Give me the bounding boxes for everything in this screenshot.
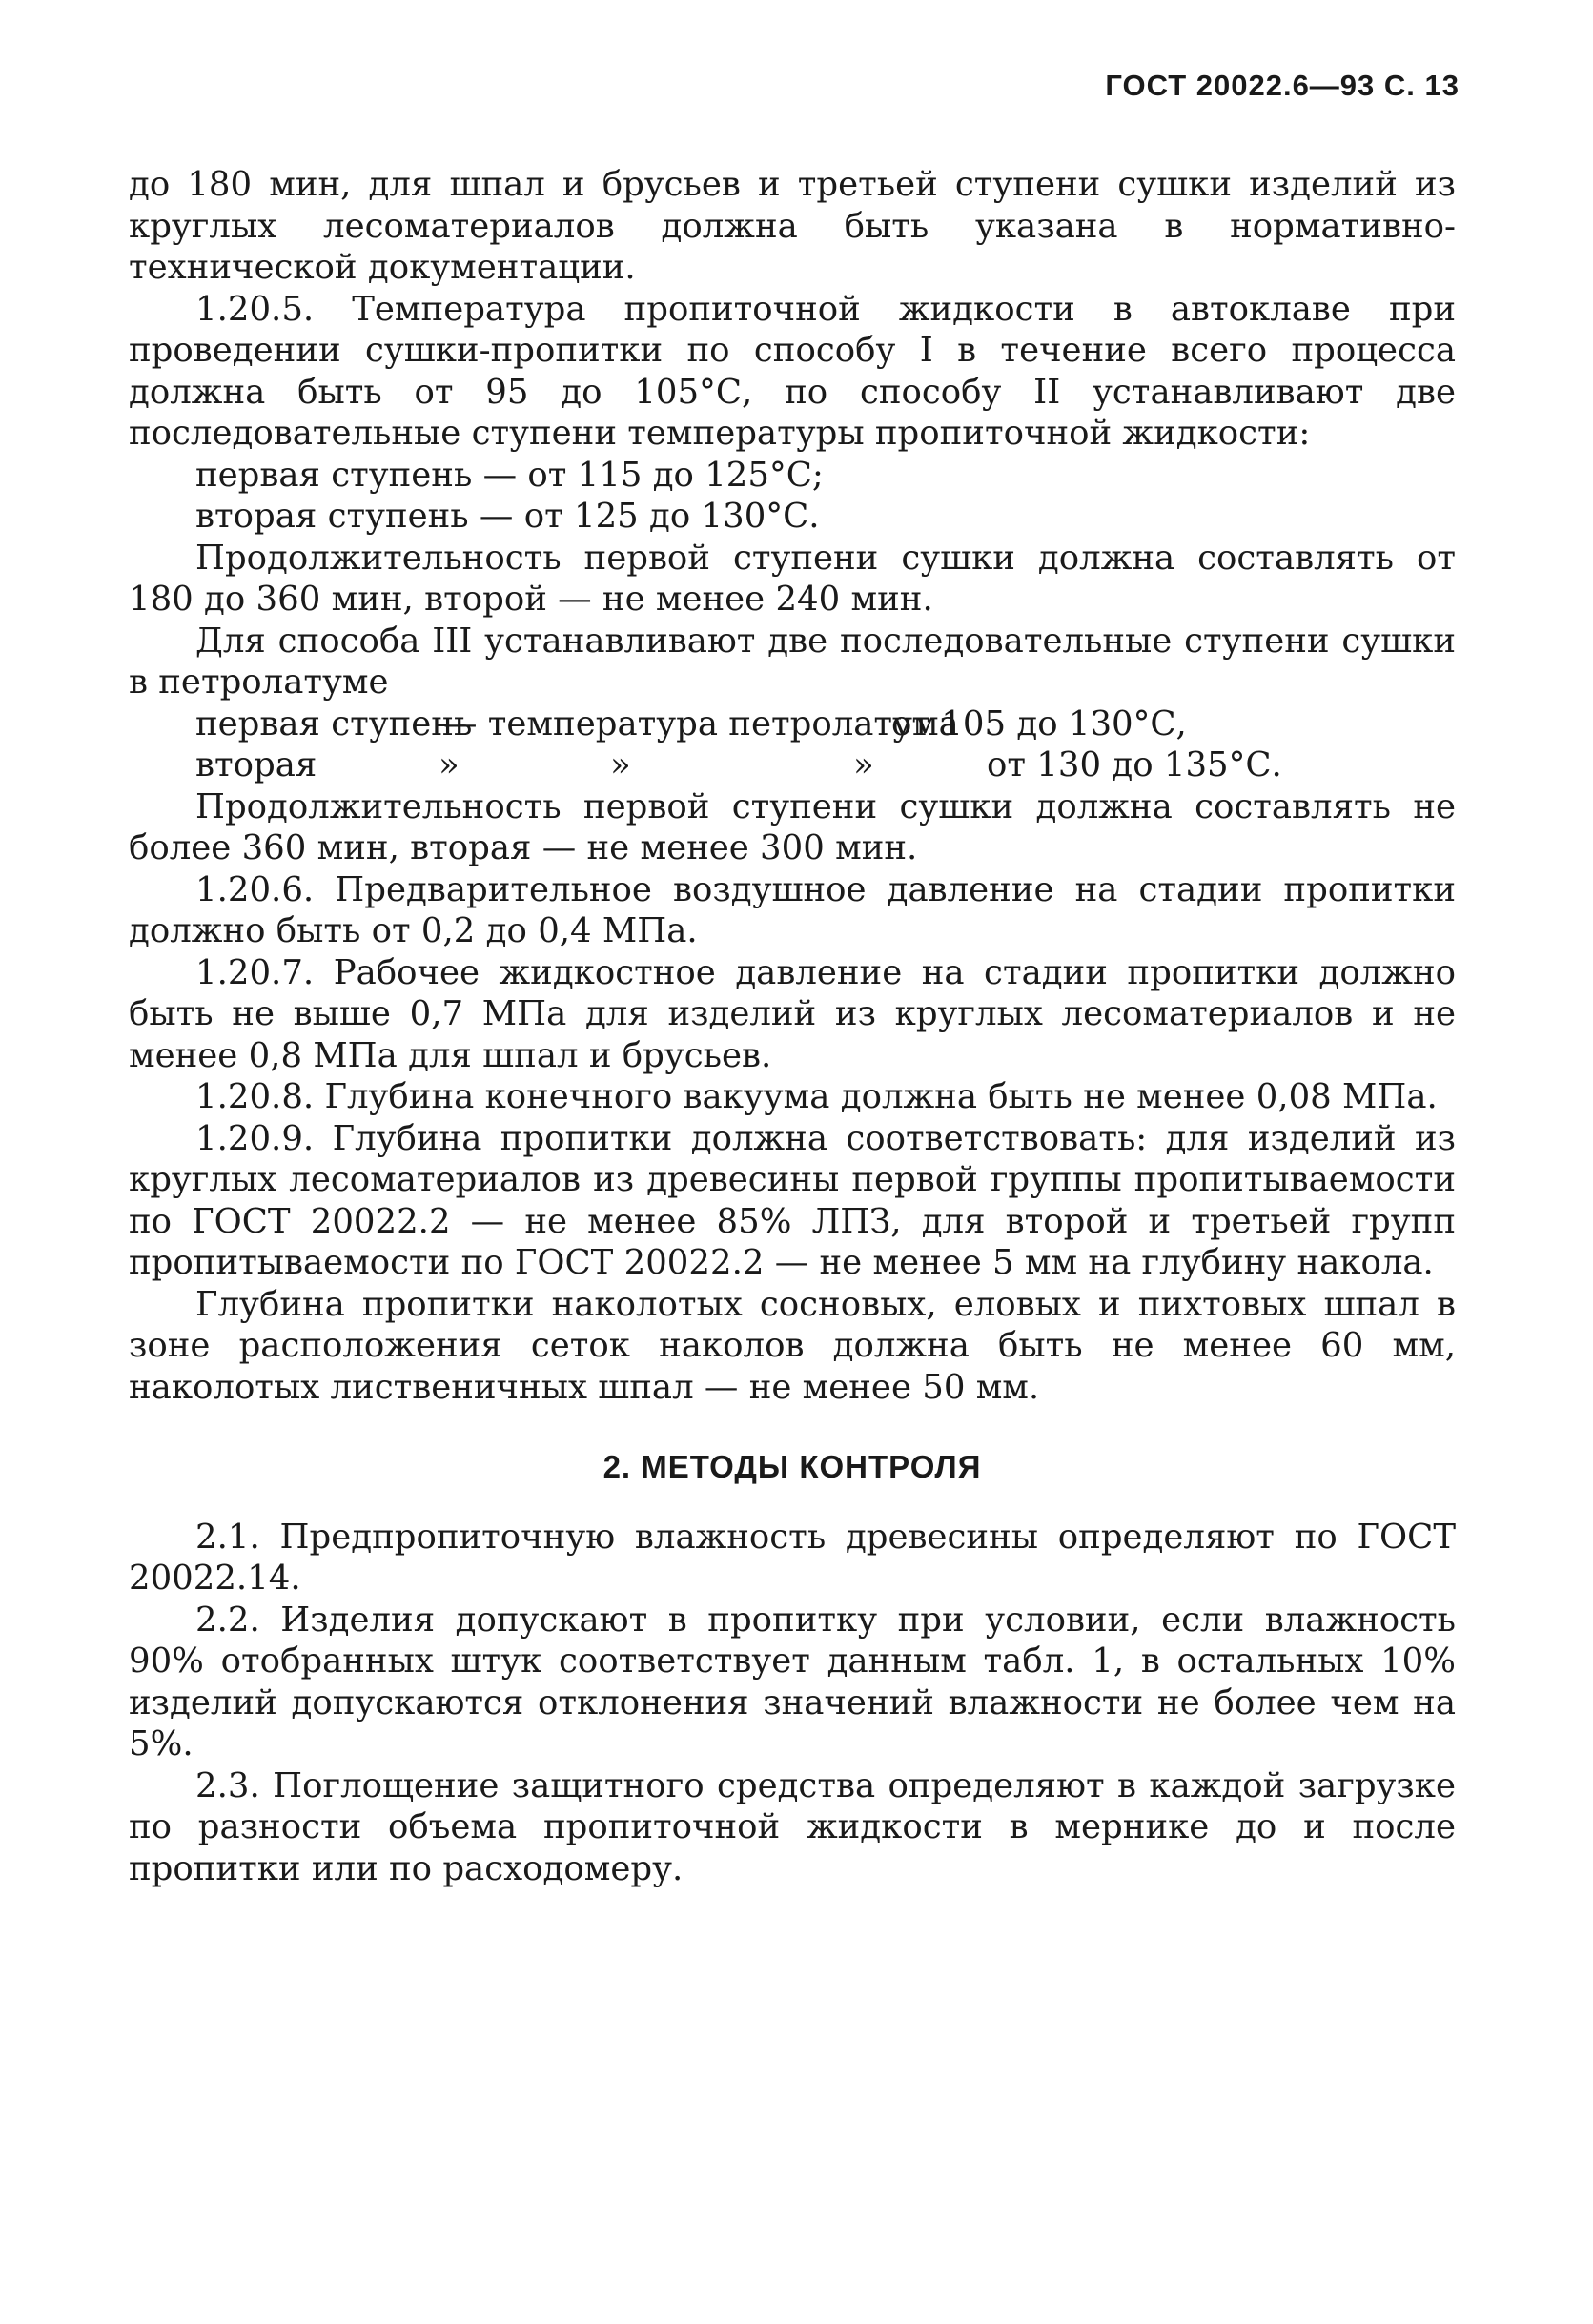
- paragraph-1-20-5: 1.20.5. Температура пропиточной жидкости в автоклаве при проведении сушки-пропитки по способу I в течение всего процесса должна быть от 95 до 105°С, по способу II устанавливают две последовательные ступени температуры пропиточной жидкости:: [129, 289, 1456, 453]
- paragraph-2-1: 2.1. Предпропиточную влажность древесины определяют по ГОСТ 20022.14.: [129, 1517, 1456, 1598]
- paragraph-1-20-9: 1.20.9. Глубина пропитки должна соответствовать: для изделий из круглых лесоматериалов из древесины первой группы пропитываемости по ГОСТ 20022.2 — не менее 85% ЛПЗ, для второй и третьей групп пропитываемости по ГОСТ 20022.2 — не менее 5 мм на глубину накола.: [129, 1118, 1456, 1282]
- paragraph-duration: Продолжительность первой ступени сушки должна составлять от 180 до 360 мин, второй — не менее 240 мин.: [129, 538, 1456, 619]
- section-heading: 2. МЕТОДЫ КОНТРОЛЯ: [602, 1449, 982, 1484]
- paragraph-2-2: 2.2. Изделия допускают в пропитку при условии, если влажность 90% отобранных штук соответствует данным табл. 1, в остальных 10% изделий допускаются отклонения значений влажности не более чем на 5%.: [129, 1600, 1456, 1763]
- paragraph-1-20-8: 1.20.8. Глубина конечного вакуума должна быть не менее 0,08 МПа.: [195, 1077, 1438, 1116]
- petrolatum-stage-row: [129, 744, 1456, 786]
- row-cell: вторая: [195, 745, 317, 785]
- stage-line: первая ступень — от 115 до 125°С;: [195, 455, 824, 495]
- ditto-mark: »: [853, 745, 874, 785]
- paragraph-1-20-6: 1.20.6. Предварительное воздушное давление на стадии пропитки должно быть от 0,2 до 0,4 МПа.: [129, 869, 1456, 950]
- paragraph-1-20-9-b: Глубина пропитки наколотых сосновых, еловых и пихтовых шпал в зоне расположения сеток наколов должна быть не менее 60 мм, наколотых лиственичных шпал — не менее 50 мм.: [129, 1284, 1456, 1407]
- stage-line: вторая ступень — от 125 до 130°С.: [195, 497, 820, 536]
- paragraph-method-3: Для способа III устанавливают две последовательные ступени сушки в петролатуме: [129, 621, 1456, 702]
- paragraph-continuation: до 180 мин, для шпал и брусьев и третьей ступени сушки изделий из круглых лесоматериалов должна быть указана в нормативно-технической документации.: [129, 165, 1456, 287]
- paragraph-1-20-7: 1.20.7. Рабочее жидкостное давление на стадии пропитки должно быть не выше 0,7 МПа для изделий из круглых лесоматериалов и не менее 0,8 МПа для шпал и брусьев.: [129, 952, 1456, 1075]
- ditto-mark: »: [439, 745, 460, 785]
- running-head: ГОСТ 20022.6—93 С. 13: [1105, 69, 1460, 102]
- row-cell: — температура петролатума: [443, 703, 959, 744]
- petrolatum-stage-row: [129, 703, 1456, 745]
- paragraph-duration-2: Продолжительность первой ступени сушки должна составлять не более 360 мин, вторая — не менее 300 мин.: [129, 786, 1456, 867]
- body-text: [129, 164, 1456, 1889]
- ditto-mark: »: [610, 745, 631, 785]
- row-cell: от 130 до 135°С.: [987, 745, 1282, 785]
- row-cell: от 105 до 130°С,: [891, 703, 1187, 744]
- paragraph-2-3: 2.3. Поглощение защитного средства определяют в каждой загрузке по разности объема пропиточной жидкости в мернике до и после пропитки или по расходомеру.: [129, 1765, 1456, 1888]
- row-cell: первая ступень: [195, 703, 473, 744]
